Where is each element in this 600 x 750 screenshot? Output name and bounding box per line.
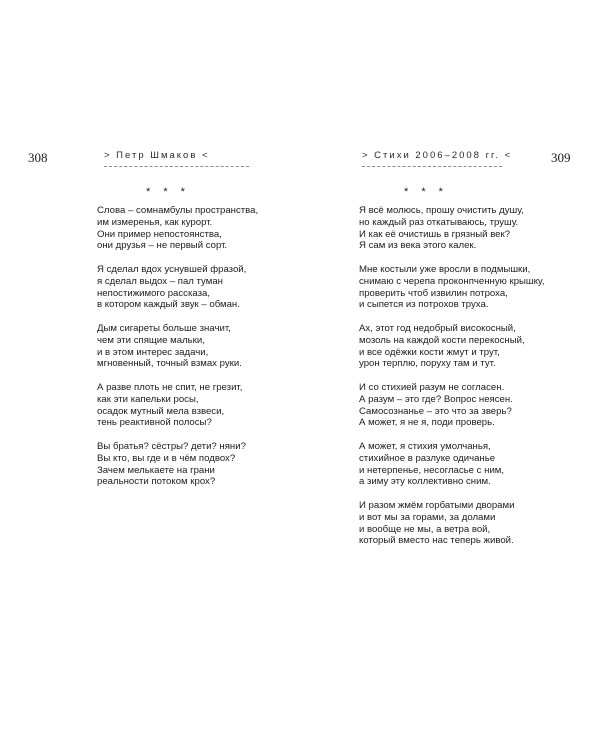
poem-line: А разве плоть не спит, не грезит, [97,381,243,393]
poem-line: мозоль на каждой кости перекосный, [359,334,525,346]
poem-line: я сделал выдох – пал туман [97,275,223,287]
stanza [97,264,287,311]
poem-line: в котором каждый звук – обман. [97,299,240,311]
poem-line: урон терплю, поруху там и тут. [359,358,496,370]
poem-line: Я всё молюсь, прошу очистить душу, [359,205,524,216]
poem-line: и вообще не мы, а ветра вой, [359,523,491,535]
poem-line: и нетерпенье, несогласье с ним, [359,464,505,476]
stanza [359,500,559,547]
poem-line: им измеренья, как курорт. [97,216,213,228]
poem-line: чем эти спящие мальки, [97,334,205,346]
asterism-right: * * * [404,186,448,198]
stanza [97,441,287,488]
stanza [359,264,559,311]
poem-line: они друзья – не первый сорт. [97,240,228,252]
poem-line: А разум – это где? Вопрос неясен. [359,393,513,405]
poem-line: и в этом интерес задачи, [97,346,209,358]
poem-line: А может, я не я, поди проверь. [359,417,495,429]
poem-line: Самосознанье – это что за зверь? [359,405,512,417]
stanza [359,441,559,488]
poem-line: И со стихией разум не согласен. [359,381,505,393]
poem-line: осадок мутный мела взвеси, [97,405,225,417]
poem-line: стихийное в разлуке одичанье [359,452,496,464]
stanza [359,323,559,370]
poem-line: и вот мы за горами, за долами [359,511,496,523]
poem-line: Зачем мелькаете на грани [97,464,215,476]
header-rule-left [104,166,249,167]
poem-line: Слова – сомнамбулы пространства, [97,205,259,216]
stanza [359,205,559,252]
poem-line: и сыпется из потрохов труха. [359,299,489,311]
poem-left [97,205,287,500]
poem-line: А может, я стихия умолчанья, [359,440,491,452]
poem-line: И как её очистишь в грязный век? [359,228,511,240]
poem-line: мгновенный, точный взмах руки. [97,358,242,370]
asterism-left: * * * [146,186,190,198]
page-number-right: 309 [551,150,571,165]
poem-line: Вы кто, вы где и в чём подвох? [97,452,236,464]
running-header-left: > Петр Шмаков < [104,150,210,161]
poem-line: И разом жмём горбатыми дворами [359,499,515,511]
poem-line: который вместо нас теперь живой. [359,535,514,547]
poem-line: Вы братья? сёстры? дети? няни? [97,440,246,452]
stanza [359,382,559,429]
header-rule-right [362,166,502,167]
poem-line: Я сделал вдох уснувшей фразой, [97,263,247,275]
poem-line: реальности потоком крох? [97,476,216,488]
poem-line: тень реактивной полосы? [97,417,212,429]
page-number-left: 308 [28,150,48,165]
poem-line: Дым сигареты больше значит, [97,322,231,334]
poem-line: Мне костыли уже вросли в подмышки, [359,263,531,275]
poem-right [359,205,559,559]
stanza [97,382,287,429]
poem-line: непостижимого рассказа, [97,287,211,299]
poem-line: как эти капельки росы, [97,393,199,405]
poem-line: и все одёжки кости жмут и трут, [359,346,500,358]
poem-line: снимаю с черепа проконпченную крышку, [359,275,545,287]
poem-line: Они пример непостоянства, [97,228,222,240]
poem-line: проверить чтоб извилин потроха, [359,287,508,299]
poem-line: Ах, этот год недобрый високосный, [359,322,516,334]
stanza [97,205,287,252]
poem-line: но каждый раз откатываюсь, трушу. [359,216,519,228]
running-header-right: > Стихи 2006–2008 гг. < [362,150,513,161]
poem-line: а зиму эту коллективно сним. [359,476,491,488]
stanza [97,323,287,370]
poem-line: Я сам из века этого калек. [359,240,477,252]
